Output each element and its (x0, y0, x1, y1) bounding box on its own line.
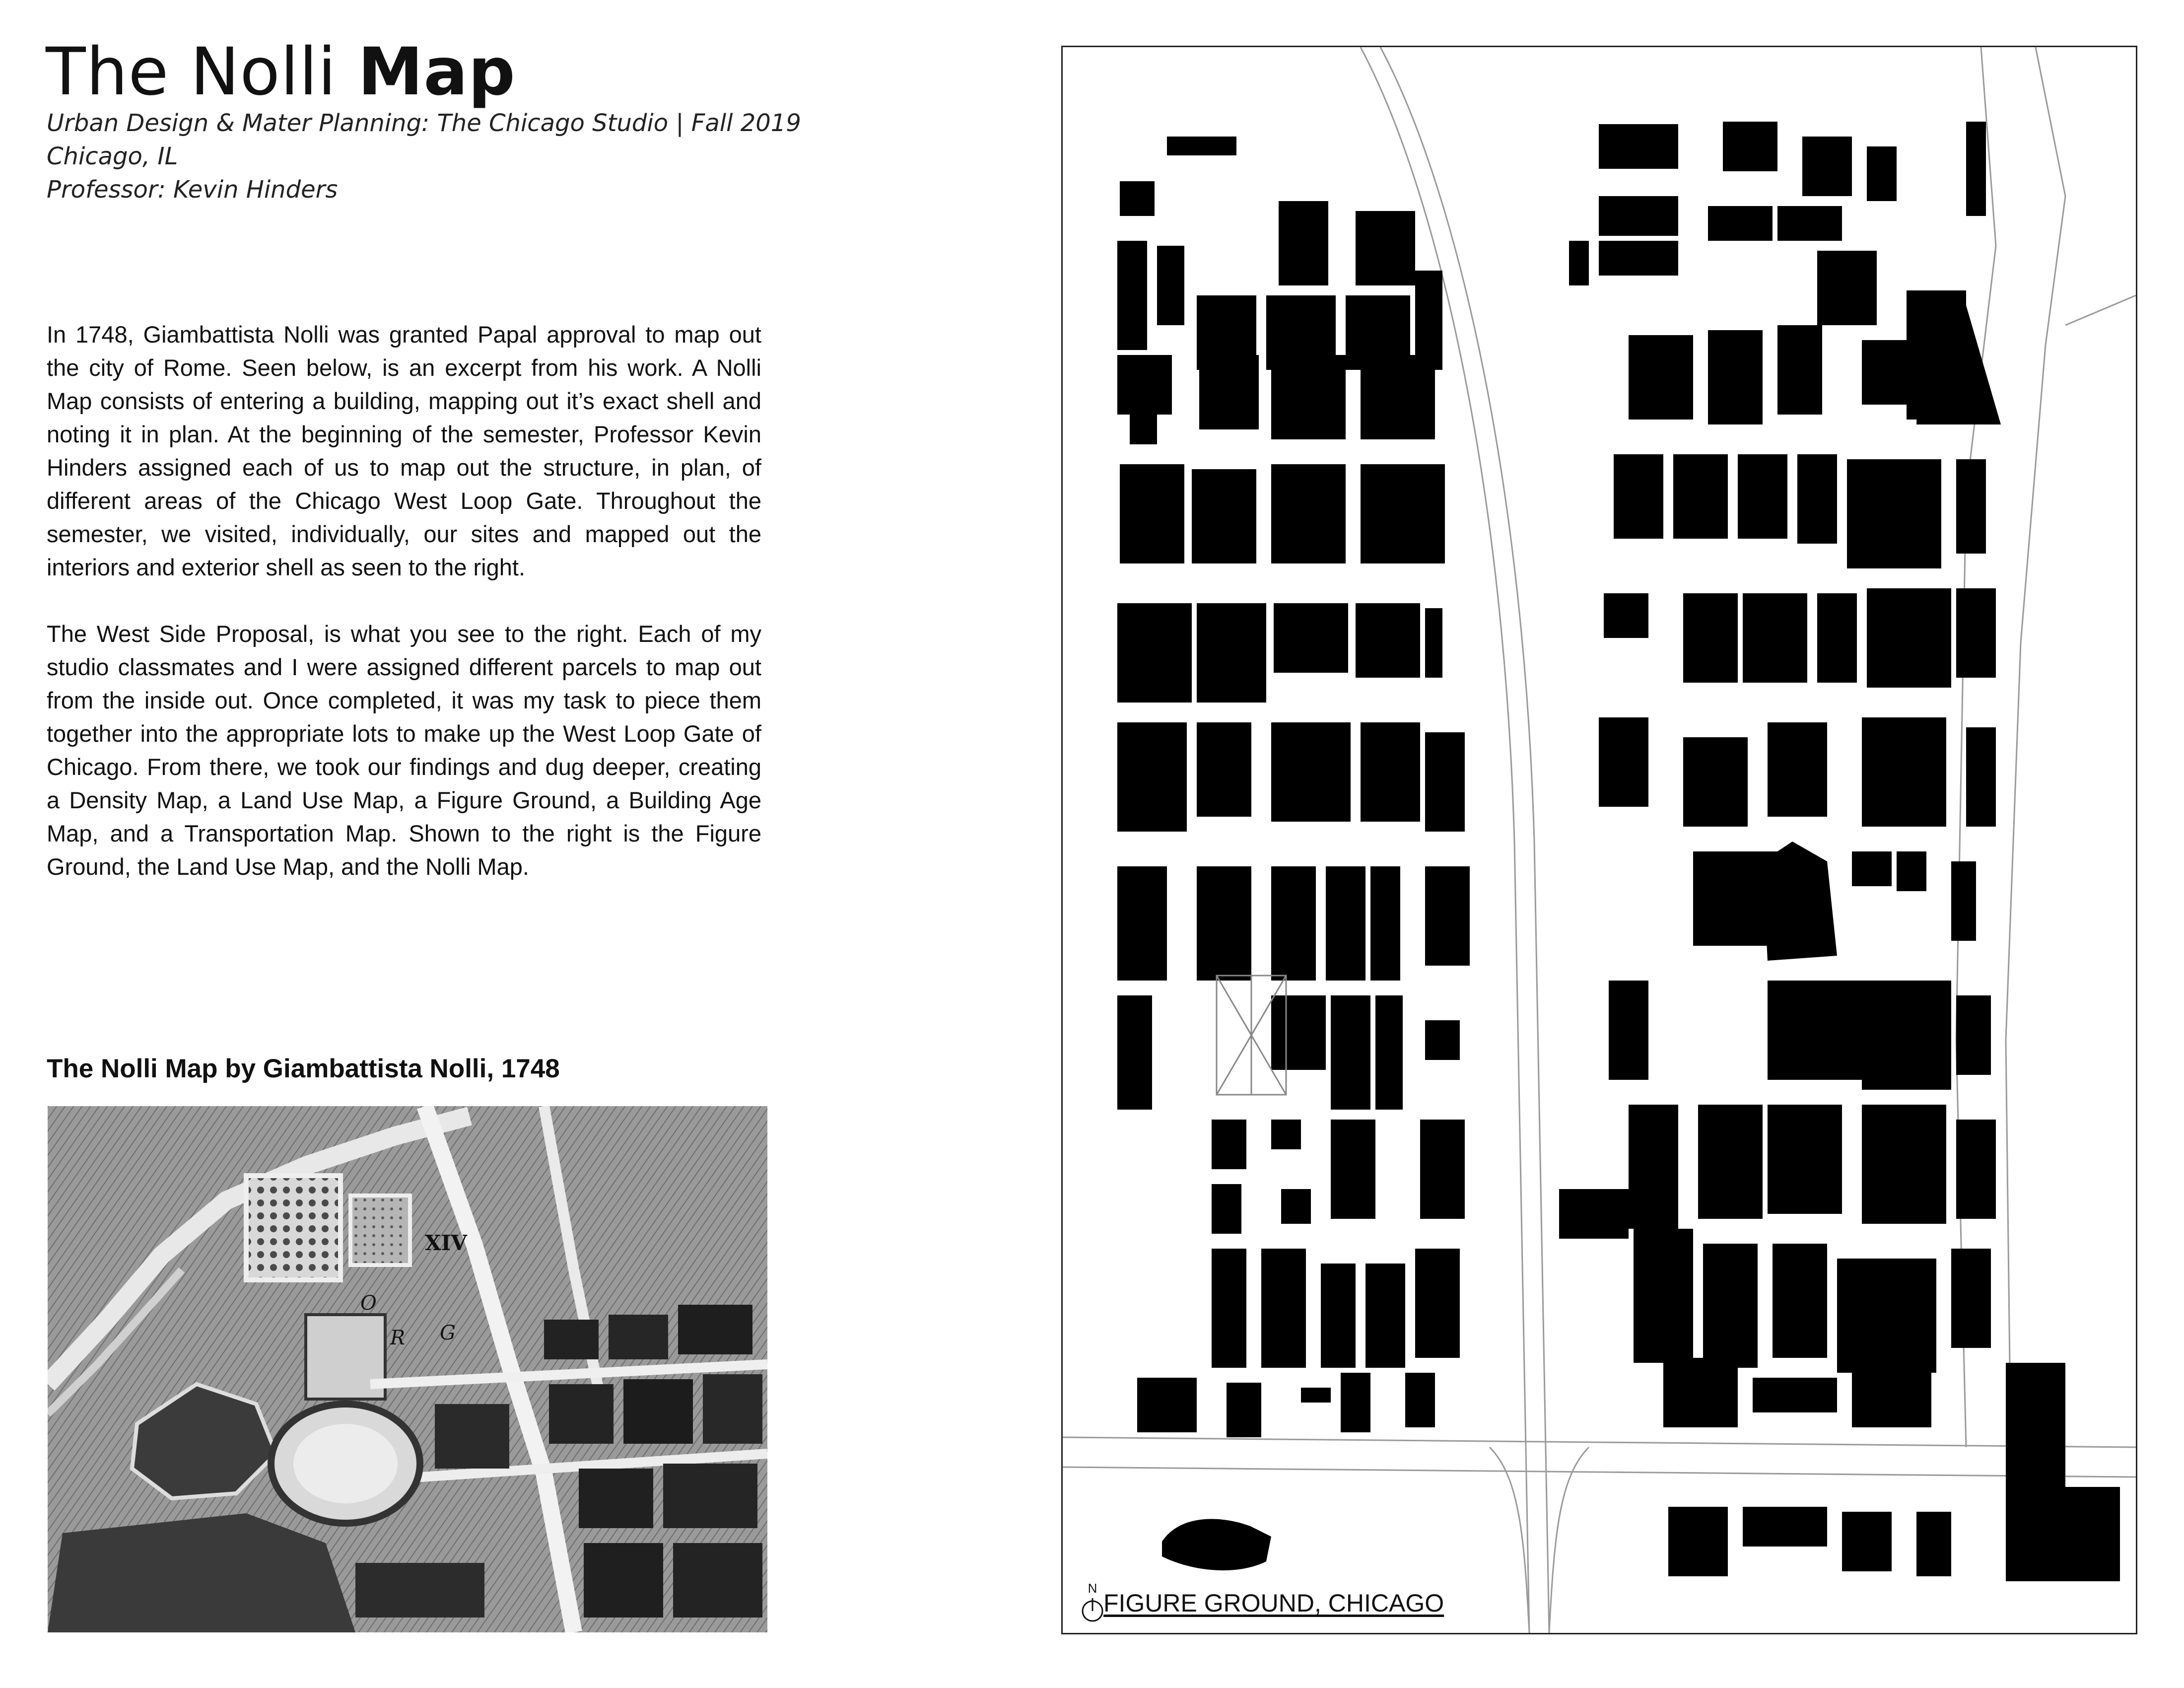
rome-map-label-district: XIV (425, 1231, 467, 1255)
body-text (47, 318, 761, 916)
body-paragraph-1: In 1748, Giambattista Nolli was granted Papal approval to map out the city of Rome. Seen below, is an excerpt from his work. A Nolli Map consists of entering a building, mapping out it’s exact shell and noting it in plan. At the beginning of the semester, Professor Kevin Hinders assigned each of us to map out the structure, in plan, of different areas of the Chicago West Loop Gate. Throughout the semester, we visited, individually, our sites and mapped out the interiors and exterior shell as seen to the right. (47, 321, 761, 580)
page-title (46, 35, 516, 109)
course-line: Urban Design & Mater Planning: The Chicago Studio | Fall 2019 (47, 109, 801, 137)
page-title-bold: Map (357, 34, 516, 110)
page-title-light: The Nolli (46, 34, 337, 110)
rome-map-label-o: O (360, 1292, 377, 1315)
nolli-map-caption: The Nolli Map by Giambattista Nolli, 1748 (47, 1054, 560, 1083)
compass-icon (1078, 1596, 1107, 1626)
rome-map-label-g: G (440, 1322, 456, 1344)
professor-line: Professor: Kevin Hinders (47, 176, 338, 204)
figure-ground-map (1061, 46, 2137, 1634)
body-paragraph-2: The West Side Proposal, is what you see to the right. Each of my studio classmates and I were assigned different parcels to map out from the inside out. Once completed, it was my task to piece them together into the appropriate lots to make up the West Loop Gate of Chicago. From there, we took our findings and dug deeper, creating a Density Map, a Land Use Map, a Figure Ground, a Building Age Map, and a Transportation Map. Shown to the right is the Figure Ground, the Land Use Map, and the Nolli Map. (47, 621, 761, 880)
north-arrow (1078, 1581, 1107, 1631)
north-label: N (1088, 1581, 1097, 1596)
rome-map-label-r: R (390, 1327, 406, 1349)
subtitle-block (47, 107, 801, 207)
location-line: Chicago, IL (47, 142, 178, 170)
nolli-map-image (48, 1106, 767, 1632)
figure-ground-label: FIGURE GROUND, CHICAGO (1103, 1589, 1444, 1617)
